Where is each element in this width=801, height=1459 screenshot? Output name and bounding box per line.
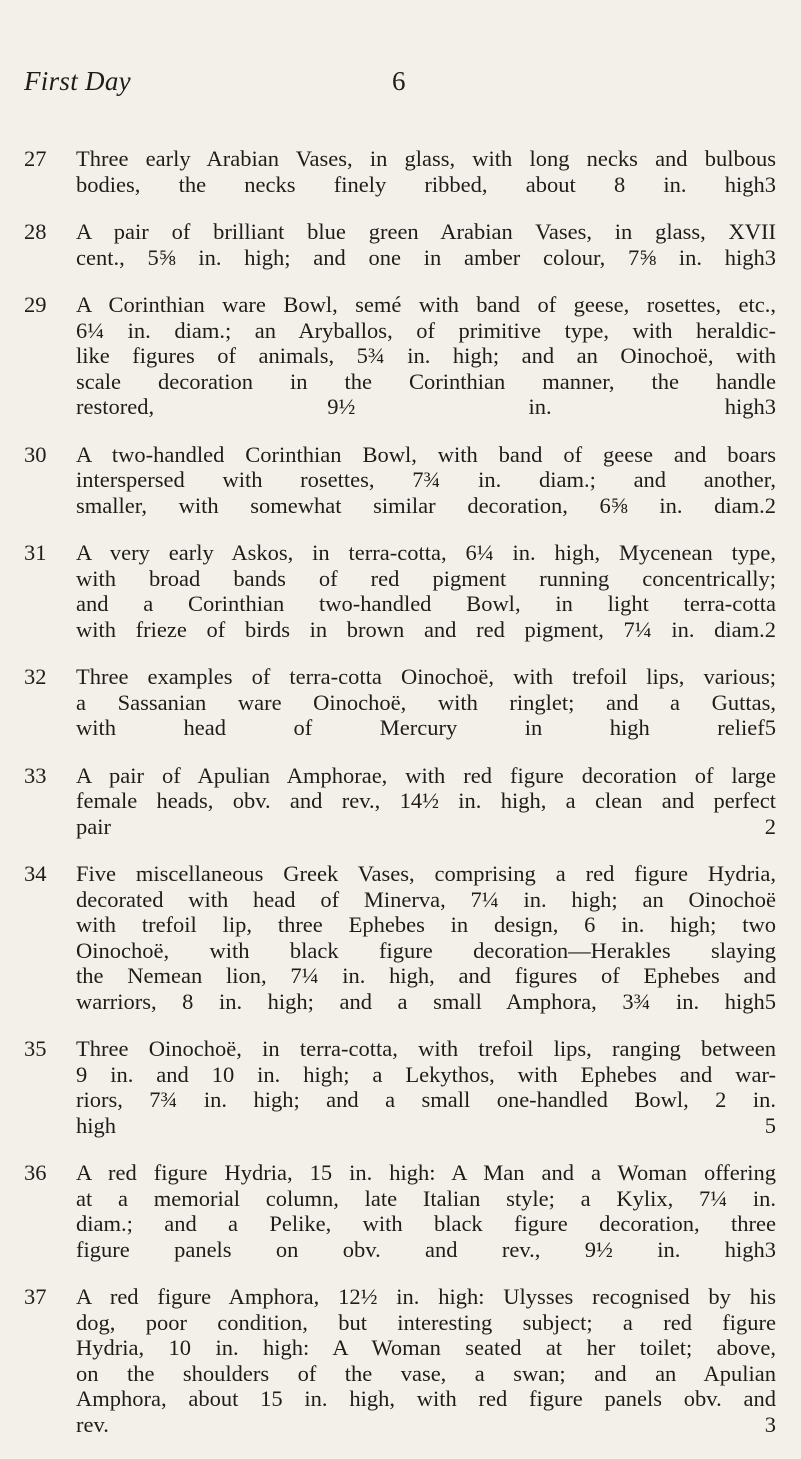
lot-number: 27: [24, 146, 47, 171]
description-line: [76, 1186, 776, 1212]
description-line: [76, 343, 776, 369]
description-line-text: restored, 9½ in. high: [76, 394, 765, 419]
description-line: [76, 493, 776, 519]
description-line: [76, 1237, 776, 1263]
description-line: [76, 394, 776, 420]
lot-number: 29: [24, 292, 47, 317]
description-line-text: with frieze of birds in brown and red pigment, 7¼ in. diam.: [76, 616, 765, 642]
lot-description: [62, 146, 776, 197]
page-number: 6: [392, 66, 406, 96]
lot-entry: [24, 861, 776, 1014]
lot-quantity: 5: [764, 1112, 776, 1138]
lot-quantity: 3: [764, 244, 776, 270]
description-line: [76, 763, 776, 789]
description-line-text: A two-handled Corinthian Bowl, with band of geese and boars: [76, 441, 776, 467]
description-line-text: A pair of brilliant blue green Arabian Vases, in glass, XVII: [76, 219, 776, 244]
lot-description: [62, 540, 776, 642]
lot-description: [62, 1036, 776, 1138]
description-line-text: figure panels on obv. and rev., 9½ in. high: [76, 1236, 765, 1262]
lot-description: [62, 664, 776, 741]
description-line: [76, 1211, 776, 1237]
description-line-text: scale decoration in the Corinthian manner, the handle: [76, 368, 776, 394]
description-line-text: A red figure Hydria, 15 in. high: A Man and a Woman offering: [76, 1160, 776, 1185]
lot-description: [62, 292, 776, 420]
description-line-text: Three early Arabian Vases, in glass, with long necks and bulbous: [76, 146, 776, 171]
lot-description: [62, 219, 776, 270]
description-line: [76, 1386, 776, 1412]
description-line-text: A pair of Apulian Amphorae, with red figure decoration of large: [76, 762, 776, 788]
description-line: [76, 292, 776, 318]
lot-entry: [24, 540, 776, 642]
lot-number: 31: [24, 540, 47, 565]
lot-quantity: 2: [764, 616, 776, 642]
description-line: [76, 715, 776, 741]
description-line-text: riors, 7¾ in. high; and a small one-handled Bowl, 2 in.: [76, 1087, 776, 1112]
description-line-text: the Nemean lion, 7¼ in. high, and figures of Ephebes and: [76, 963, 776, 988]
description-line: [76, 540, 776, 566]
description-line-text: A Corinthian ware Bowl, semé with band of geese, rosettes, etc.,: [76, 292, 776, 317]
description-line-text: Hydria, 10 in. high: A Woman seated at her toilet; above,: [76, 1335, 776, 1360]
description-line-text: with trefoil lip, three Ephebes in design, 6 in. high; two: [76, 912, 776, 937]
lot-number: 32: [24, 664, 47, 689]
description-line-text: on the shoulders of the vase, a swan; and an Apulian: [76, 1360, 776, 1386]
page-header: [24, 66, 764, 106]
description-line-text: A red figure Amphora, 12½ in. high: Ulysses recognised by his: [76, 1284, 776, 1309]
description-line: [76, 690, 776, 716]
lot-number: 36: [24, 1160, 47, 1185]
description-line: [76, 1160, 776, 1186]
description-line-text: pair: [76, 813, 111, 839]
description-line: [76, 1062, 776, 1088]
description-line: [76, 1036, 776, 1062]
description-line-text: Three Oinochoë, in terra-cotta, with trefoil lips, ranging between: [76, 1036, 776, 1061]
lot-number: 28: [24, 219, 47, 244]
description-line-text: bodies, the necks finely ribbed, about 8 in. high: [76, 171, 765, 197]
lot-entry: [24, 763, 776, 840]
lot-description: [62, 1160, 776, 1262]
description-line-text: at a memorial column, late Italian style; a Kylix, 7¼ in.: [76, 1185, 776, 1211]
description-line: [76, 1412, 776, 1438]
description-line: [76, 467, 776, 493]
description-line: [76, 566, 776, 592]
description-line: [76, 1087, 776, 1113]
description-line-text: rev.: [76, 1411, 109, 1437]
lot-entry: [24, 219, 776, 270]
description-line-text: Five miscellaneous Greek Vases, comprising a red figure Hydria,: [76, 861, 776, 886]
description-line: [76, 989, 776, 1015]
description-line-text: cent., 5⅝ in. high; and one in amber colour, 7⅝ in. high: [76, 244, 765, 270]
lot-description: [62, 763, 776, 840]
description-line-text: with head of Mercury in high relief: [76, 715, 765, 740]
lot-quantity: 3: [764, 171, 776, 197]
description-line-text: interspersed with rosettes, 7¾ in. diam.; and another,: [76, 467, 776, 492]
description-line-text: smaller, with somewhat similar decoration, 6⅝ in. diam.: [76, 492, 765, 518]
lot-number: 35: [24, 1036, 47, 1061]
lot-description: [62, 1284, 776, 1437]
lot-quantity: 2: [764, 492, 776, 518]
description-line-text: high: [76, 1112, 117, 1138]
description-line: [76, 664, 776, 690]
description-line: [76, 1310, 776, 1336]
description-line-text: female heads, obv. and rev., 14½ in. high, a clean and perfect: [76, 788, 776, 813]
lot-description: [62, 442, 776, 519]
description-line-text: with broad bands of red pigment running concentrically;: [76, 565, 776, 591]
description-line-text: Oinochoë, with black figure decoration—Herakles slaying: [76, 937, 776, 963]
lot-entry: [24, 1036, 776, 1138]
lot-quantity: 3: [764, 394, 776, 419]
description-line: [76, 318, 776, 344]
description-line-text: 6¼ in. diam.; an Aryballos, of primitive type, with heraldic-: [76, 317, 776, 343]
lot-quantity: 5: [764, 988, 776, 1014]
lot-entry: [24, 442, 776, 519]
description-line: [76, 1113, 776, 1139]
description-line-text: A very early Askos, in terra-cotta, 6¼ in. high, Mycenean type,: [76, 540, 776, 565]
description-line: [76, 146, 776, 172]
description-line: [76, 1335, 776, 1361]
lot-entry: [24, 1284, 776, 1437]
description-line: [76, 219, 776, 245]
description-line: [76, 912, 776, 938]
lot-quantity: 3: [764, 1236, 776, 1262]
description-line-text: diam.; and a Pelike, with black figure decoration, three: [76, 1211, 776, 1236]
lot-entry: [24, 146, 776, 197]
lot-quantity: 5: [764, 715, 776, 740]
lot-entry: [24, 292, 776, 420]
description-line-text: Amphora, about 15 in. high, with red figure panels obv. and: [76, 1386, 776, 1411]
description-line-text: 9 in. and 10 in. high; a Lekythos, with Ephebes and war-: [76, 1061, 776, 1087]
lot-number: 30: [24, 441, 47, 467]
description-line: [76, 172, 776, 198]
description-line: [76, 1361, 776, 1387]
description-line: [76, 963, 776, 989]
description-line-text: and a Corinthian two-handled Bowl, in light terra-cotta: [76, 591, 776, 616]
description-line: [76, 369, 776, 395]
lot-number: 33: [24, 762, 47, 788]
lot-entry: [24, 664, 776, 741]
description-line: [76, 591, 776, 617]
description-line: [76, 442, 776, 468]
description-line: [76, 1284, 776, 1310]
description-line-text: warriors, 8 in. high; and a small Amphora, 3¾ in. high: [76, 988, 765, 1014]
lot-list: [24, 146, 776, 1459]
description-line-text: decorated with head of Minerva, 7¼ in. high; an Oinochoë: [76, 886, 776, 912]
lot-number: 37: [24, 1284, 47, 1309]
description-line-text: Three examples of terra-cotta Oinochoë, with trefoil lips, various;: [76, 664, 776, 689]
lot-quantity: 2: [764, 813, 776, 839]
lot-number: 34: [24, 861, 47, 886]
lot-description: [62, 861, 776, 1014]
description-line: [76, 861, 776, 887]
description-line: [76, 938, 776, 964]
description-line: [76, 617, 776, 643]
description-line-text: a Sassanian ware Oinochoë, with ringlet; and a Guttas,: [76, 689, 776, 715]
description-line: [76, 814, 776, 840]
description-line: [76, 887, 776, 913]
lot-quantity: 3: [764, 1411, 776, 1437]
description-line: [76, 788, 776, 814]
lot-entry: [24, 1160, 776, 1262]
description-line-text: dog, poor condition, but interesting subject; a red figure: [76, 1309, 776, 1335]
description-line-text: like figures of animals, 5¾ in. high; and an Oinochoë, with: [76, 343, 776, 368]
day-title: First Day: [24, 66, 131, 96]
description-line: [76, 245, 776, 271]
